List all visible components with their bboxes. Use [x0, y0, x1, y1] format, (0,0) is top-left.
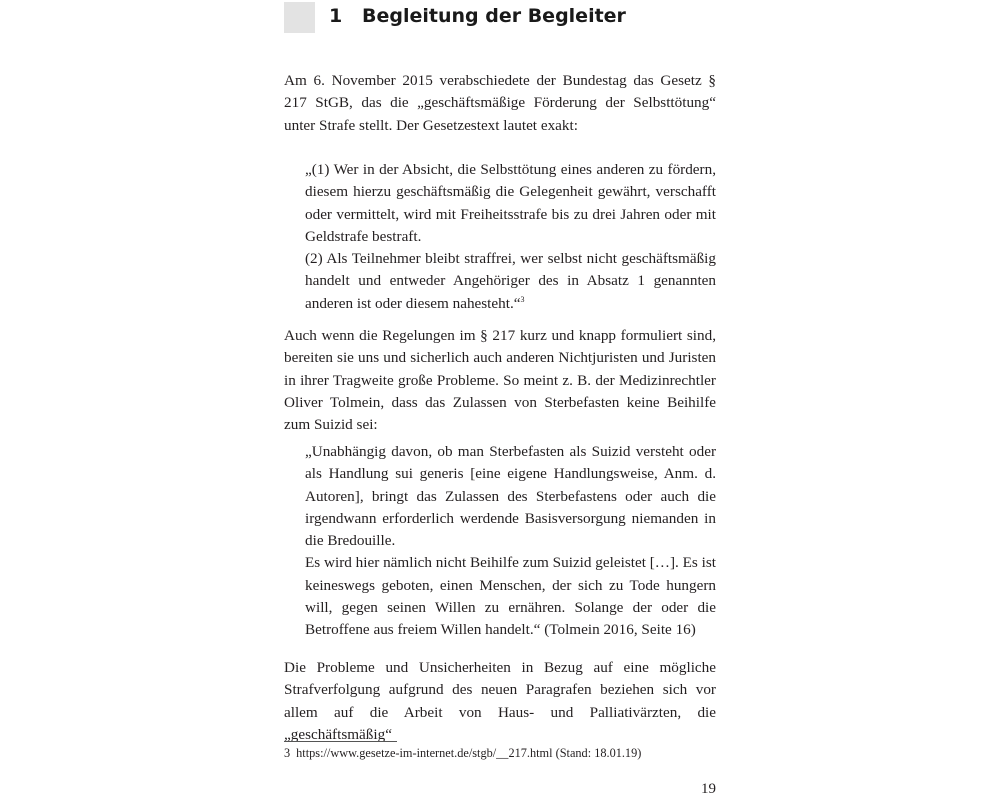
- footnote-url[interactable]: https://www.gesetze-im-internet.de/stgb/__217.html (Stand: 18.01.19): [296, 746, 642, 760]
- law-quote: [305, 159, 716, 315]
- closing-paragraph: Die Probleme und Unsicherheiten in Bezug auf eine mögliche Strafverfolgung aufgrund des neuen Paragrafen beziehen sich vor allem auf die Arbeit von Haus- und Palliativärzten, die „geschäftsmäßig“: [284, 659, 716, 743]
- law-quote-paragraph-1: „(1) Wer in der Absicht, die Selbsttötung eines anderen zu fördern, diesem hierzu geschäftsmäßig die Gelegenheit gewährt, verschafft oder vermittelt, wird mit Freiheitsstrafe bis zu drei Jahren oder mit Geldstrafe bestraft.: [305, 161, 716, 245]
- chapter-marker-box: [284, 2, 315, 33]
- law-quote-paragraph-2-text: (2) Als Teilnehmer bleibt straffrei, wer selbst nicht geschäftsmäßig handelt und entweder Angehöriger des in Absatz 1 genannten anderen ist oder diesem nahesteht.“: [305, 250, 716, 312]
- tolmein-quote-paragraph-2: Es wird hier nämlich nicht Beihilfe zum Suizid geleistet […]. Es ist keineswegs geboten, einen Menschen, der sich zu Tode hungern will, gegen seinen Willen zu ernähren. Solange der oder die Betroffene aus freiem Willen handelt.“ (Tolmein 2016, Seite 16): [305, 554, 716, 639]
- footnote: [284, 745, 716, 761]
- law-quote-paragraph-2: [305, 248, 716, 315]
- chapter-number: 1: [329, 5, 343, 27]
- tolmein-quote: [305, 441, 716, 642]
- tolmein-intro-paragraph: Auch wenn die Regelungen im § 217 kurz und knapp formuliert sind, bereiten sie uns und sicherlich auch anderen Nichtjuristen und Juristen in ihrer Tragweite große Probleme. So meint z. B. der Medizinrechtler Oliver Tolmein, dass das Zulassen von Sterbefasten keine Beihilfe zum Suizid sei:: [284, 327, 716, 434]
- page-number: 19: [701, 781, 716, 797]
- footnote-number: 3: [284, 746, 291, 760]
- chapter-title: Begleitung der Begleiter: [362, 5, 626, 27]
- chapter-heading: [284, 0, 716, 34]
- book-page: [284, 0, 716, 800]
- footnote-reference[interactable]: 3: [520, 294, 525, 304]
- tolmein-quote-paragraph-1: „Unabhängig davon, ob man Sterbefasten als Suizid versteht oder als Handlung sui generis [eine eigene Handlungsweise, Anm. d. Autoren], bringt das Zulassen des Sterbefastens oder auch die irgendwann erforderlich werdende Basisversorgung niemanden in die Bredouille.: [305, 443, 716, 550]
- intro-paragraph: Am 6. November 2015 verabschiedete der Bundestag das Gesetz § 217 StGB, das die „geschäftsmäßige Förderung der Selbsttötung“ unter Strafe stellt. Der Gesetzestext lautet exakt:: [284, 72, 716, 134]
- footnote-divider: [284, 741, 397, 742]
